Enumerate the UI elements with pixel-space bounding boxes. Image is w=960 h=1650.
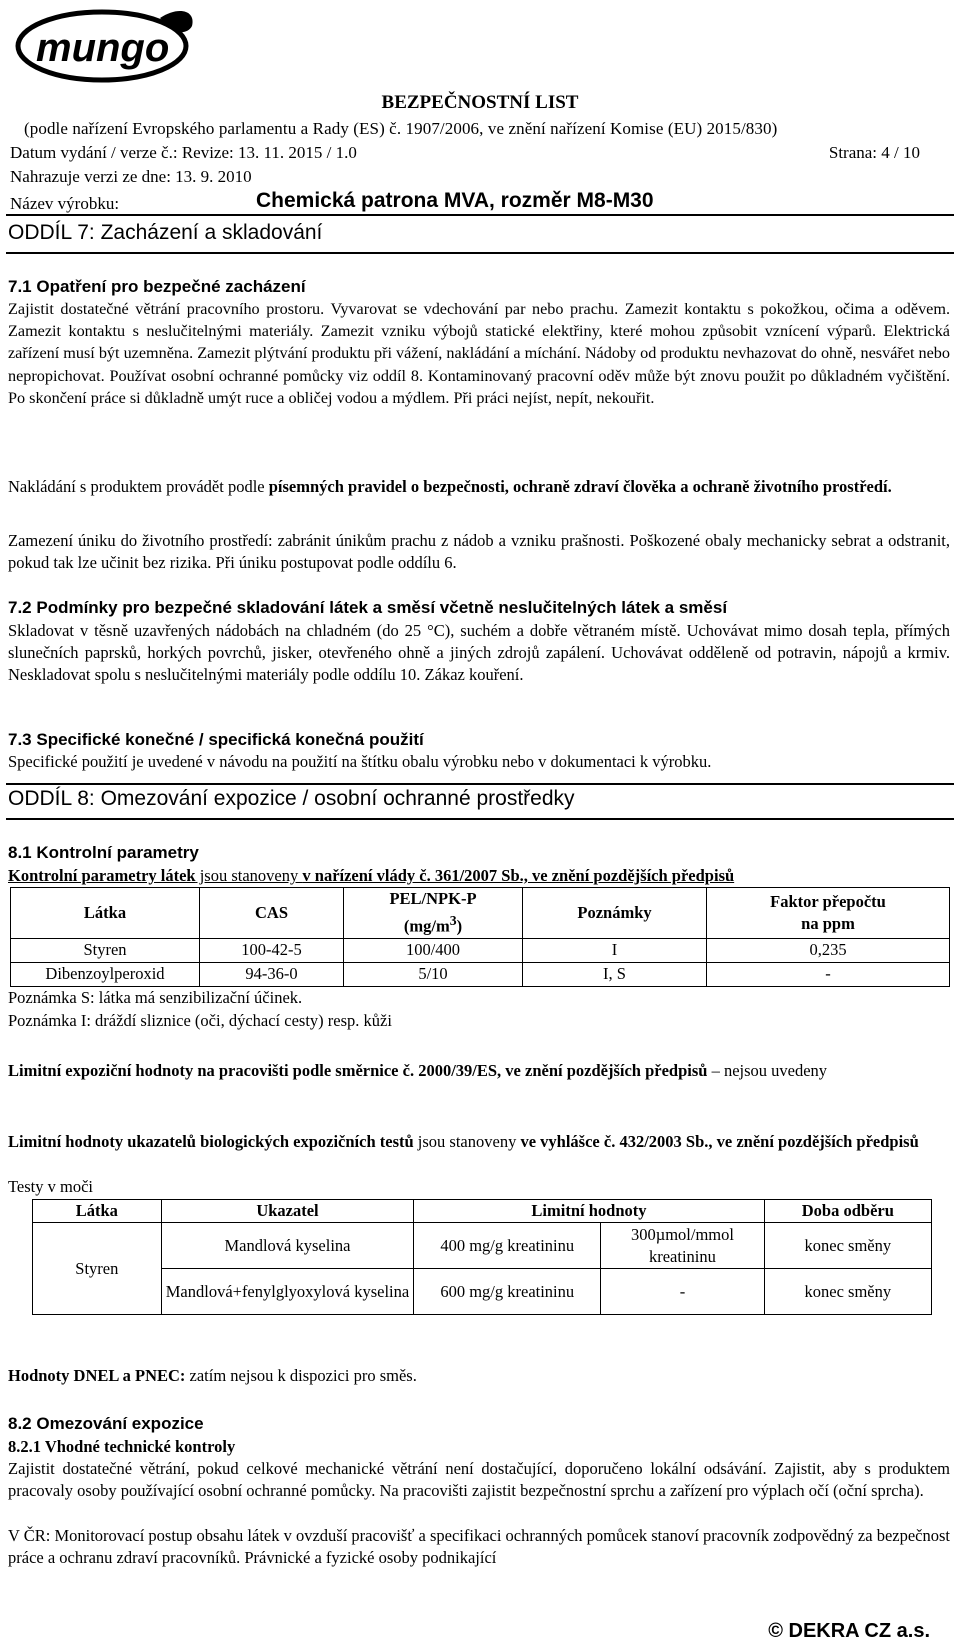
biological-limits-table <box>32 1199 932 1315</box>
s821-title: 8.2.1 Vhodné technické kontroly <box>8 1437 236 1456</box>
limit-line <box>8 1060 950 1082</box>
col-poznamky: Poznámky <box>523 888 707 939</box>
cell: konec směny <box>764 1269 931 1315</box>
kp-regulation: v nařízení vlády č. 361/2007 Sb., ve znění pozdějších předpisů <box>302 866 735 885</box>
col-pel <box>344 888 523 939</box>
mungo-logo <box>10 4 200 86</box>
col-latka: Látka <box>33 1200 162 1223</box>
pel-unit-exp: 3 <box>449 913 457 928</box>
table-header-row <box>33 1200 932 1223</box>
cell: Styren <box>11 938 200 962</box>
cell: 100-42-5 <box>200 938 344 962</box>
col-limitni-hodnoty: Limitní hodnoty <box>414 1200 764 1223</box>
s73-title: 7.3 Specifické konečné / specifická konečná použití <box>8 730 424 749</box>
cell: Dibenzoylperoxid <box>11 962 200 986</box>
s71-paragraph-2 <box>8 476 950 498</box>
regulation-line: (podle nařízení Evropského parlamentu a Rady (ES) č. 1907/2006, ve znění nařízení Komise (EU) 2015/830) <box>24 119 778 138</box>
col-faktor <box>707 888 950 939</box>
note-i: Poznámka I: dráždí sliznice (oči, dýchací cesty) resp. kůži <box>8 1011 392 1030</box>
faktor-unit: na ppm <box>801 913 855 933</box>
dnel-line <box>8 1365 950 1387</box>
page-number: Strana: 4 / 10 <box>828 143 920 162</box>
cell: 600 mg/g kreatininu <box>414 1269 601 1315</box>
control-parameters-table <box>10 887 950 987</box>
dnel-text: zatím nejsou k dispozici pro směs. <box>185 1366 417 1385</box>
s821-paragraph: Zajistit dostatečné větrání, pokud celkové mechanické větrání není dostačující, doporučeno lokální odsávání. Zajistit, aby s produktem pracovaly osoby používající osobní ochranné pomůcky. Na pracovišti zajistit bezpečnostní sprchu a zařízení pro výplach očí (oční sprcha). <box>8 1459 950 1501</box>
limit-text: – nejsou uvedeny <box>707 1061 828 1080</box>
s71-paragraph-3: Zamezení úniku do životního prostředí: zabránit únikům prachu z nádob a vzniku prašnosti. Poškozené obaly mechanicky sebrat a odstranit, pokud tak lze učinit bez rizika. Při úniku postupovat podle oddílu 6. <box>8 531 950 573</box>
section8-rule-top <box>6 783 954 785</box>
s72-paragraph: Skladovat v těsně uzavřených nádobách na chladném (do 25 °C), suchém a dobře větraném místě. Uchovávat mimo dosah tepla, přímých slunečních paprsků, horkých povrchů, jisker, otevřeného ohně a jiných zdrojů zapálení. Uchovávat odděleně od potravin, nápojů a krmiv. Neskladovat spolu s neslučitelnými materiály podle oddílu 10. Zákaz kouření. <box>8 621 950 685</box>
note-s: Poznámka S: látka má senzibilizační účinek. <box>8 988 303 1007</box>
bio-line <box>8 1131 950 1153</box>
s71-p2-text: Nakládání s produktem provádět podle <box>8 477 269 496</box>
cell-substance: Styren <box>33 1223 162 1315</box>
col-cas: CAS <box>200 888 344 939</box>
pel-unit-close: ) <box>456 916 463 936</box>
section8-title: ODDÍL 8: Omezování expozice / osobní ochranné prostředky <box>8 787 575 810</box>
section7-title: ODDÍL 7: Zacházení a skladování <box>8 221 323 244</box>
document-title: BEZPEČNOSTNÍ LIST <box>381 92 579 113</box>
s71-title: 7.1 Opatření pro bezpečné zacházení <box>8 277 306 296</box>
replaces-line: Nahrazuje verzi ze dne: 13. 9. 2010 <box>10 167 252 186</box>
issue-line: Datum vydání / verze č.: Revize: 13. 11. 2015 / 1.0 <box>10 143 357 162</box>
cell: - <box>601 1269 764 1315</box>
cell: 300µmol/mmol kreatininu <box>601 1223 764 1269</box>
logo-text: mungo <box>36 26 170 70</box>
col-ukazatel: Ukazatel <box>161 1200 414 1223</box>
s72-title: 7.2 Podmínky pro bezpečné skladování látek a směsí včetně neslučitelných látek a směsí <box>8 598 728 617</box>
s821-paragraph-2: V ČR: Monitorovací postup obsahu látek v ovzduší pracovišť a specifikaci ochranných pomůcek stanoví pracovník zodpovědný za bezpečnost práce a ochranu zdraví pracovníků. Právnické a fyzické osoby podnikající <box>8 1526 950 1568</box>
kp-line <box>8 865 950 887</box>
bio-regulation: ve vyhlášce č. 432/2003 Sb., ve znění pozdějších předpisů <box>520 1132 919 1151</box>
footer-copyright: © DEKRA CZ a.s. <box>768 1620 930 1642</box>
s73-paragraph: Specifické použití je uvedené v návodu na použití na štítku obalu výrobku nebo v dokumentaci k výrobku. <box>8 752 712 771</box>
cell: 5/10 <box>344 962 523 986</box>
header-rule <box>6 214 954 216</box>
table-header-row <box>11 888 950 939</box>
pel-label: PEL/NPK-P <box>389 889 477 908</box>
col-latka: Látka <box>11 888 200 939</box>
urine-tests: Testy v moči <box>8 1177 93 1196</box>
pel-unit: (mg/m <box>403 916 450 936</box>
cell: 400 mg/g kreatininu <box>414 1223 601 1269</box>
section8-rule <box>6 818 954 820</box>
table-row <box>33 1269 932 1315</box>
cell: 94-36-0 <box>200 962 344 986</box>
bio-bold: Limitní hodnoty ukazatelů biologických expozičních testů <box>8 1132 414 1151</box>
faktor-label: Faktor přepočtu <box>770 891 886 911</box>
cell: - <box>707 962 950 986</box>
section7-rule <box>6 252 954 254</box>
s71-p2-bold: písemných pravidel o bezpečnosti, ochraně zdraví člověka a ochraně životního prostředí. <box>268 477 892 496</box>
bio-text: jsou stanoveny <box>413 1132 521 1151</box>
col-doba-odberu: Doba odběru <box>764 1200 931 1223</box>
limit-bold: Limitní expoziční hodnoty na pracovišti podle směrnice č. 2000/39/ES, ve znění pozdějších předpisů <box>8 1061 708 1080</box>
product-name: Chemická patrona MVA, rozměr M8-M30 <box>256 189 654 212</box>
table-row <box>11 962 950 986</box>
dnel-bold: Hodnoty DNEL a PNEC: <box>8 1366 186 1385</box>
cell: Mandlová kyselina <box>161 1223 414 1269</box>
table-row <box>11 938 950 962</box>
kp-text: jsou stanoveny <box>195 866 303 885</box>
s71-paragraph: Zajistit dostatečné větrání pracovního prostoru. Vyvarovat se vdechování par nebo prachu. Zamezit kontaktu s pokožkou, očima a oděvem. Zamezit kontaktu s neslučitelnými materiály. Zamezit vzniku výbojů statické elektřiny, které mohou způsobit vznícení výparů. Elektrická zařízení musí být uzemněna. Zamezit plýtvání produktu při vážení, nakládání a míchání. Nádoby od produktu nevhazovat do ohně, nesvářet nebo nepropichovat. Používat osobní ochranné pomůcky viz oddíl 8. Kontaminovaný pracovní oděv může být znovu použit po důkladném vyčištění. Po skončení práce si důkladně umýt ruce a obličej vodou a mýdlem. Při práci nejíst, nepít, nekouřit. <box>8 300 950 407</box>
s82-title: 8.2 Omezování expozice <box>8 1414 204 1433</box>
cell: I <box>523 938 707 962</box>
cell: Mandlová+fenylglyoxylová kyselina <box>161 1269 414 1315</box>
cell: 100/400 <box>344 938 523 962</box>
cell: 0,235 <box>707 938 950 962</box>
s81-title: 8.1 Kontrolní parametry <box>8 843 199 862</box>
cell: konec směny <box>764 1223 931 1269</box>
product-label: Název výrobku: <box>10 194 120 213</box>
kp-bold: Kontrolní parametry látek <box>8 866 196 885</box>
table-row <box>33 1223 932 1269</box>
cell: I, S <box>523 962 707 986</box>
